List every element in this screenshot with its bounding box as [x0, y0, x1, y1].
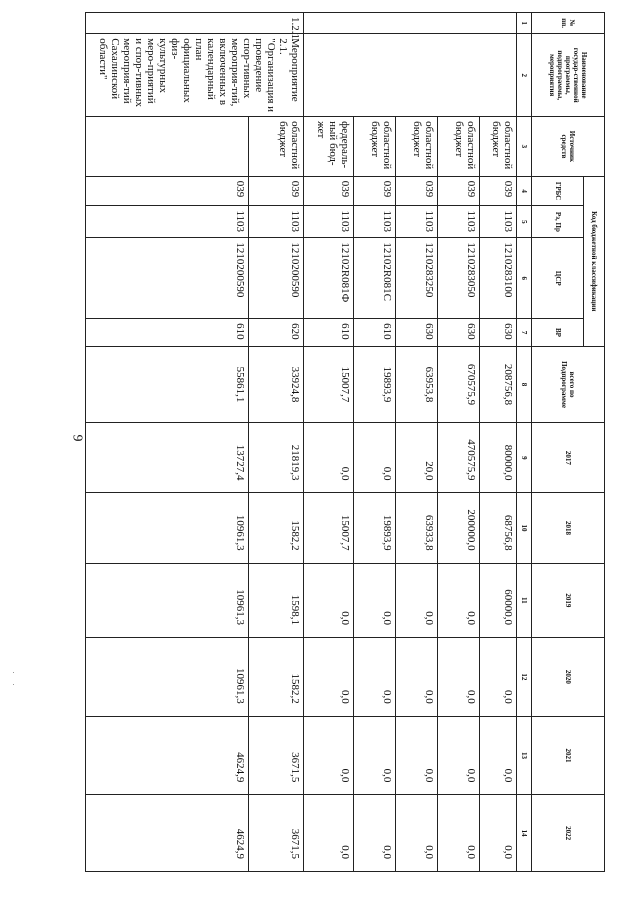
header-csr: ЦСР	[531, 238, 583, 319]
header-total: всего по Подпрограмме	[531, 346, 604, 423]
row-grbs: 039	[248, 176, 304, 206]
header-year: 2021	[531, 716, 604, 795]
table-row	[437, 13, 479, 872]
column-number: 14	[517, 795, 532, 872]
row-vr: 610	[304, 319, 354, 347]
row-total: 55861,1	[86, 346, 249, 423]
row-no: 1.2.1.	[86, 13, 304, 34]
row-2018: 200000,0	[437, 493, 479, 563]
row-2020: 10961,3	[86, 638, 249, 717]
row-csr: 1210283250	[396, 238, 438, 319]
header-year: 2018	[531, 493, 604, 563]
row-grbs: 039	[437, 176, 479, 206]
row-2022: 0,0	[304, 795, 354, 872]
row-source: областной бюджет	[248, 117, 304, 177]
row-vr: 630	[396, 319, 438, 347]
page-number: 9	[69, 434, 85, 442]
row-2020: 1582,2	[248, 638, 304, 717]
row-csr: 1210200590	[248, 238, 304, 319]
row-vr: 610	[86, 319, 249, 347]
row-grbs: 039	[86, 176, 249, 206]
column-number: 9	[517, 423, 532, 493]
row-total: 208756,8	[479, 346, 517, 423]
header-no: № пп.	[531, 13, 604, 34]
row-2021: 0,0	[396, 716, 438, 795]
column-number: 3	[517, 117, 532, 177]
row-no	[304, 13, 517, 34]
row-2022: 0,0	[354, 795, 396, 872]
row-2017: 80000,0	[479, 423, 517, 493]
row-2020: 0,0	[396, 638, 438, 717]
row-2019: 0,0	[396, 563, 438, 637]
row-2019: 10961,3	[86, 563, 249, 637]
header-rzpr: Рз, Пр	[531, 206, 583, 238]
header-year: 2017	[531, 423, 604, 493]
row-2017: 20,0	[396, 423, 438, 493]
row-2018: 1582,2	[248, 493, 304, 563]
row-2017: 0,0	[354, 423, 396, 493]
row-grbs: 039	[396, 176, 438, 206]
row-2022: 0,0	[396, 795, 438, 872]
column-number: 5	[517, 206, 532, 238]
row-2017: 21819,3	[248, 423, 304, 493]
row-vr: 620	[248, 319, 304, 347]
budget-table-container	[85, 12, 605, 872]
row-2019: 0,0	[437, 563, 479, 637]
row-csr: 1210283050	[437, 238, 479, 319]
row-total: 19893,9	[354, 346, 396, 423]
row-rzpr: 1103	[248, 206, 304, 238]
table-row	[248, 13, 304, 872]
row-grbs: 039	[304, 176, 354, 206]
row-2021: 3671,5	[248, 716, 304, 795]
header-name: Наименование государ-ственной программы, подпрограммы, мероприятия	[531, 34, 604, 117]
row-total: 33924,8	[248, 346, 304, 423]
header-year: 2020	[531, 638, 604, 717]
row-rzpr: 1103	[396, 206, 438, 238]
table-row	[86, 13, 249, 872]
header-budget-code: Код бюджетной классификации	[584, 176, 605, 346]
row-csr: 12102R081С	[354, 238, 396, 319]
row-2022: 4624,9	[86, 795, 249, 872]
column-number: 12	[517, 638, 532, 717]
row-2017: 0,0	[304, 423, 354, 493]
column-number: 13	[517, 716, 532, 795]
row-rzpr: 1103	[479, 206, 517, 238]
scan-dot	[13, 684, 14, 685]
row-csr: 1210283100	[479, 238, 517, 319]
row-rzpr: 1103	[354, 206, 396, 238]
row-2018: 10961,3	[86, 493, 249, 563]
row-csr: 1210200590	[86, 238, 249, 319]
header-year: 2022	[531, 795, 604, 872]
row-2019: 0,0	[304, 563, 354, 637]
row-2021: 0,0	[354, 716, 396, 795]
row-2019: 1598,1	[248, 563, 304, 637]
row-name	[304, 34, 517, 117]
row-2017: 13727,4	[86, 423, 249, 493]
row-2019: 0,0	[354, 563, 396, 637]
row-rzpr: 1103	[437, 206, 479, 238]
row-grbs: 039	[354, 176, 396, 206]
row-source: федераль-ный бюд-жет	[304, 117, 354, 177]
column-numbers-row	[517, 13, 532, 872]
table-row	[304, 13, 354, 872]
column-number: 7	[517, 319, 532, 347]
row-source	[86, 117, 249, 177]
row-2022: 0,0	[437, 795, 479, 872]
column-number: 10	[517, 493, 532, 563]
row-2021: 0,0	[304, 716, 354, 795]
row-vr: 630	[437, 319, 479, 347]
row-rzpr: 1103	[86, 206, 249, 238]
row-total: 15007,7	[304, 346, 354, 423]
table-row	[479, 13, 517, 872]
row-2018: 63933,8	[396, 493, 438, 563]
row-vr: 610	[354, 319, 396, 347]
row-source: областной бюджет	[437, 117, 479, 177]
header-vr: ВР	[531, 319, 583, 347]
row-2020: 0,0	[479, 638, 517, 717]
scan-dot	[13, 672, 14, 673]
row-2021: 0,0	[479, 716, 517, 795]
row-2019: 60000,0	[479, 563, 517, 637]
row-2022: 0,0	[479, 795, 517, 872]
row-2018: 19893,9	[354, 493, 396, 563]
row-grbs: 039	[479, 176, 517, 206]
column-number: 11	[517, 563, 532, 637]
row-source: областной бюджет	[396, 117, 438, 177]
row-source: областной бюджет	[479, 117, 517, 177]
header-grbs: ГРБС	[531, 176, 583, 206]
table-row	[396, 13, 438, 872]
column-number: 8	[517, 346, 532, 423]
row-name: Мероприятие 2.1. "Организация и проведение спор-тивных мероприя-тий, включенных в календарный план официальных физ-культурных меро-приятий и спор-тивных мероприя-тий Сахалинской области"	[86, 34, 304, 117]
column-number: 6	[517, 238, 532, 319]
row-csr: 12102R081Ф	[304, 238, 354, 319]
row-2021: 0,0	[437, 716, 479, 795]
row-2022: 3671,5	[248, 795, 304, 872]
row-2018: 15007,7	[304, 493, 354, 563]
header-source: Источник средств	[531, 117, 604, 177]
row-2021: 4624,9	[86, 716, 249, 795]
header-year: 2019	[531, 563, 604, 637]
row-vr: 630	[479, 319, 517, 347]
row-rzpr: 1103	[304, 206, 354, 238]
column-number: 2	[517, 34, 532, 117]
row-2017: 470575,9	[437, 423, 479, 493]
row-total: 670575,9	[437, 346, 479, 423]
column-number: 1	[517, 13, 532, 34]
row-2018: 68756,8	[479, 493, 517, 563]
column-number: 4	[517, 176, 532, 206]
row-2020: 0,0	[304, 638, 354, 717]
row-2020: 0,0	[437, 638, 479, 717]
row-2020: 0,0	[354, 638, 396, 717]
row-total: 63953,8	[396, 346, 438, 423]
table-row	[354, 13, 396, 872]
budget-table	[85, 12, 605, 872]
header-row-1	[584, 13, 605, 872]
row-source: областной бюджет	[354, 117, 396, 177]
